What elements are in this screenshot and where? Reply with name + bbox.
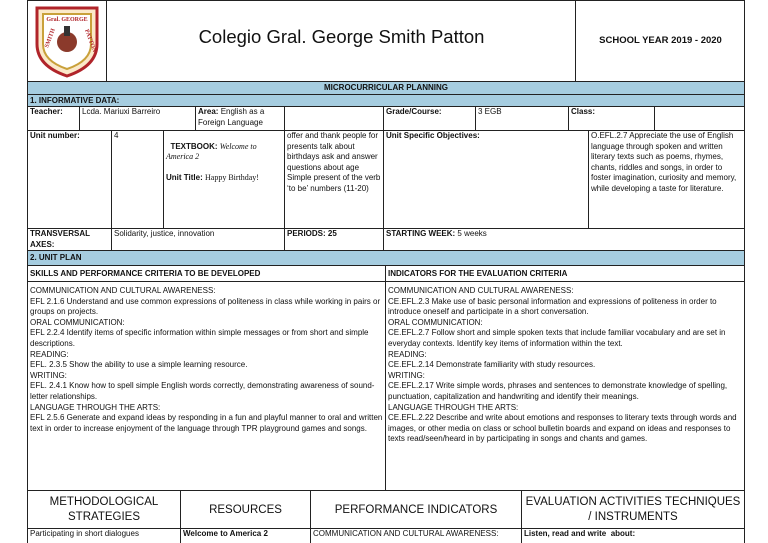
grade-label: Grade/Course: <box>384 107 476 131</box>
unit-title-label: Unit Title: <box>166 173 203 183</box>
periods-label: PERIODS: 25 <box>285 229 384 251</box>
logo-text-top: Gral. GEORGE <box>46 17 88 23</box>
transversal-value: Solidarity, justice, innovation <box>112 229 285 251</box>
unit-number-label: Unit number: <box>27 131 112 229</box>
textbook-label: TEXTBOOK: <box>170 141 218 151</box>
school-name: Colegio Gral. George Smith Patton <box>198 26 485 47</box>
logo-text-right: PATTON <box>83 28 97 54</box>
class-value <box>655 107 745 131</box>
starting-week-value: 5 weeks <box>457 229 487 238</box>
performance-indicators-value: COMMUNICATION AND CULTURAL AWARENESS: <box>311 529 522 543</box>
area-value: English as a Foreign Language <box>198 107 267 127</box>
unit-number-value: 4 <box>112 131 164 229</box>
objectives-value: O.EFL.2.7 Appreciate the use of English language through spoken and written literary texts such as poems, rhymes, chants, riddles and songs, in order to foster imagination, curiosity and memory, while developing a taste for literature. <box>589 131 745 229</box>
class-label: Class: <box>569 107 655 131</box>
indicators-header: INDICATORS FOR THE EVALUATION CRITERIA <box>386 266 745 282</box>
evaluation-header: EVALUATION ACTIVITIES TECHNIQUES / INSTRUMENTS <box>522 491 745 529</box>
unit-content: offer and thank people for presents talk about birthdays ask and answer questions about age Simple present of the verb ‘to be’ numbers (11-20) <box>285 131 384 229</box>
indicators-text: COMMUNICATION AND CULTURAL AWARENESS: CE.EFL.2.3 Make use of basic personal information and expressions of politeness in order to introduce oneself and participate in a short conversation. ORAL COMMUNICATION: CE.EFL.2.7 Follow short and simple spoken texts that include familiar vocabulary and are set in everyday contexts. Identify key items of information within the text. READING: CE.EFL.2.14 Demonstrate familiarity with study resources. WRITING: CE.EFL.2.17 Write simple words, phrases and sentences to demonstrate knowledge of spelling, punctuation, capitalization and handwriting and identify their meanings. LANGUAGE THROUGH THE ARTS: CE.EFL.2.22 Describe and write about emotions and responses to literary texts through words and images, or other media on class or school bulletin boards and expand on ideas and responses to texts read/seen/heard in by participating in songs and chants and games. <box>386 282 745 491</box>
unit-title-value: Happy Birthday! <box>204 173 259 183</box>
starting-week-label: STARTING WEEK: <box>386 229 456 238</box>
planning-title: MICROCURRICULAR PLANNING <box>27 82 745 95</box>
teacher-label <box>27 107 80 131</box>
school-year: SCHOOL YEAR 2019 - 2020 <box>599 35 722 46</box>
empty-cell-1 <box>285 107 384 131</box>
methodological-header: METHODOLOGICAL STRATEGIES <box>27 491 181 529</box>
area-label: Area: <box>198 107 219 116</box>
methodological-value: Participating in short dialogues <box>27 529 181 543</box>
resources-value: Welcome to America 2 <box>181 529 311 543</box>
transversal-label: TRANSVERSAL AXES: <box>27 229 112 251</box>
resources-header: RESOURCES <box>181 491 311 529</box>
skills-text: COMMUNICATION AND CULTURAL AWARENESS: EFL 2.1.6 Understand and use common expressions of politeness in class while working in pairs or groups on projects. ORAL COMMUNICATION: EFL 2.2.4 Identify items of specific information within simple messages or from short and simple descriptions. READING: EFL. 2.3.5 Show the ability to use a simple learning resource. WRITING: EFL. 2.4.1 Know how to spell simple English words correctly, demonstrating awareness of sound-letter relationships. LANGUAGE THROUGH THE ARTS: EFL 2.5.6 Generate and expand ideas by responding in a fun and playful manner to oral and written text in order to increase enjoyment of the language through TPR playground games and songs. <box>27 282 386 491</box>
section2-title: 2. UNIT PLAN <box>27 251 745 266</box>
textbook-value: Welcome to America 2 <box>166 141 259 162</box>
teacher-label-text: Teacher: <box>30 107 63 116</box>
evaluation-value: Listen, read and write about: <box>522 529 745 543</box>
school-crest-logo <box>33 4 101 78</box>
skills-header: SKILLS AND PERFORMANCE CRITERIA TO BE DEVELOPED <box>27 266 386 282</box>
performance-indicators-header: PERFORMANCE INDICATORS <box>311 491 522 529</box>
section1-title: 1. INFORMATIVE DATA: <box>27 95 745 107</box>
textbook-cell <box>164 131 285 229</box>
logo-text-left: SMITH <box>44 27 57 49</box>
starting-week-cell <box>384 229 745 251</box>
teacher-value: Lcda. Mariuxi Barreiro <box>80 107 196 131</box>
area-cell <box>196 107 285 131</box>
objectives-label: Unit Specific Objectives: <box>384 131 589 229</box>
grade-value: 3 EGB <box>476 107 569 131</box>
